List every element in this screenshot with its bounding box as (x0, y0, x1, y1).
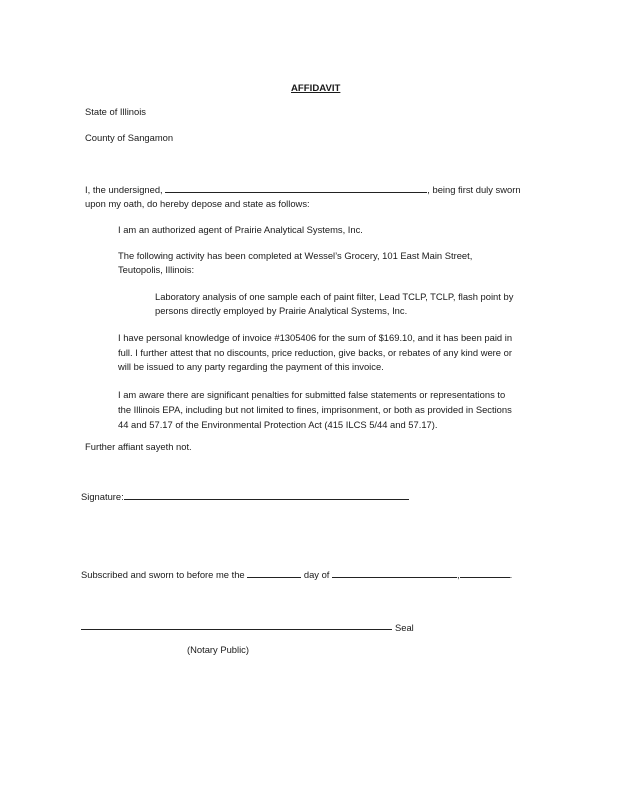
signature-label: Signature: (81, 491, 124, 502)
intro-suffix: , being first duly sworn (427, 184, 521, 195)
month-blank[interactable] (332, 568, 457, 578)
notary-public-label: (Notary Public) (187, 644, 249, 655)
state-line: State of Illinois (85, 106, 146, 117)
notary-signature-line[interactable] (81, 629, 392, 630)
year-blank[interactable] (460, 568, 510, 578)
penalty-line-3: 44 and 57.17 of the Environmental Protection Act (415 ILCS 5/44 and 57.17). (118, 419, 438, 430)
penalty-line-2: the Illinois EPA, including but not limited to fines, imprisonment, or both as provided in Sections (118, 404, 512, 415)
agent-statement: I am an authorized agent of Prairie Analytical Systems, Inc. (118, 224, 363, 235)
knowledge-line-3: will be issued to any party regarding the payment of this invoice. (118, 361, 384, 372)
signature-blank[interactable] (124, 490, 409, 500)
intro-line-2: upon my oath, do hereby depose and state as follows: (85, 198, 310, 209)
further-affiant: Further affiant sayeth not. (85, 441, 192, 452)
penalty-line-1: I am aware there are significant penalties for submitted false statements or representations to (118, 389, 506, 400)
seal-label: Seal (395, 622, 414, 633)
affiant-name-blank[interactable] (165, 183, 427, 193)
analysis-line-2: persons directly employed by Prairie Analytical Systems, Inc. (155, 305, 408, 316)
knowledge-line-2: full. I further attest that no discounts, price reduction, give backs, or rebates of any kind were or (118, 347, 512, 358)
intro-line-1 (85, 183, 521, 196)
subscribed-row: Subscribed and sworn to before me the day of , . (81, 569, 513, 580)
document-title: AFFIDAVIT (291, 83, 341, 94)
subscribed-day-label: day of (303, 569, 330, 580)
signature-row (81, 490, 409, 503)
activity-line-2: Teutopolis, Illinois: (118, 264, 195, 275)
day-blank[interactable] (247, 568, 301, 578)
activity-line-1: The following activity has been completed at Wessel’s Grocery, 101 East Main Street, (118, 250, 473, 261)
intro-prefix: I, the undersigned, (85, 184, 163, 195)
county-line: County of Sangamon (85, 132, 174, 143)
analysis-line-1: Laboratory analysis of one sample each of paint filter, Lead TCLP, TCLP, flash point by (155, 291, 514, 302)
knowledge-line-1: I have personal knowledge of invoice #1305406 for the sum of $169.10, and it has been paid in (118, 332, 513, 343)
subscribed-prefix: Subscribed and sworn to before me the (81, 569, 245, 580)
